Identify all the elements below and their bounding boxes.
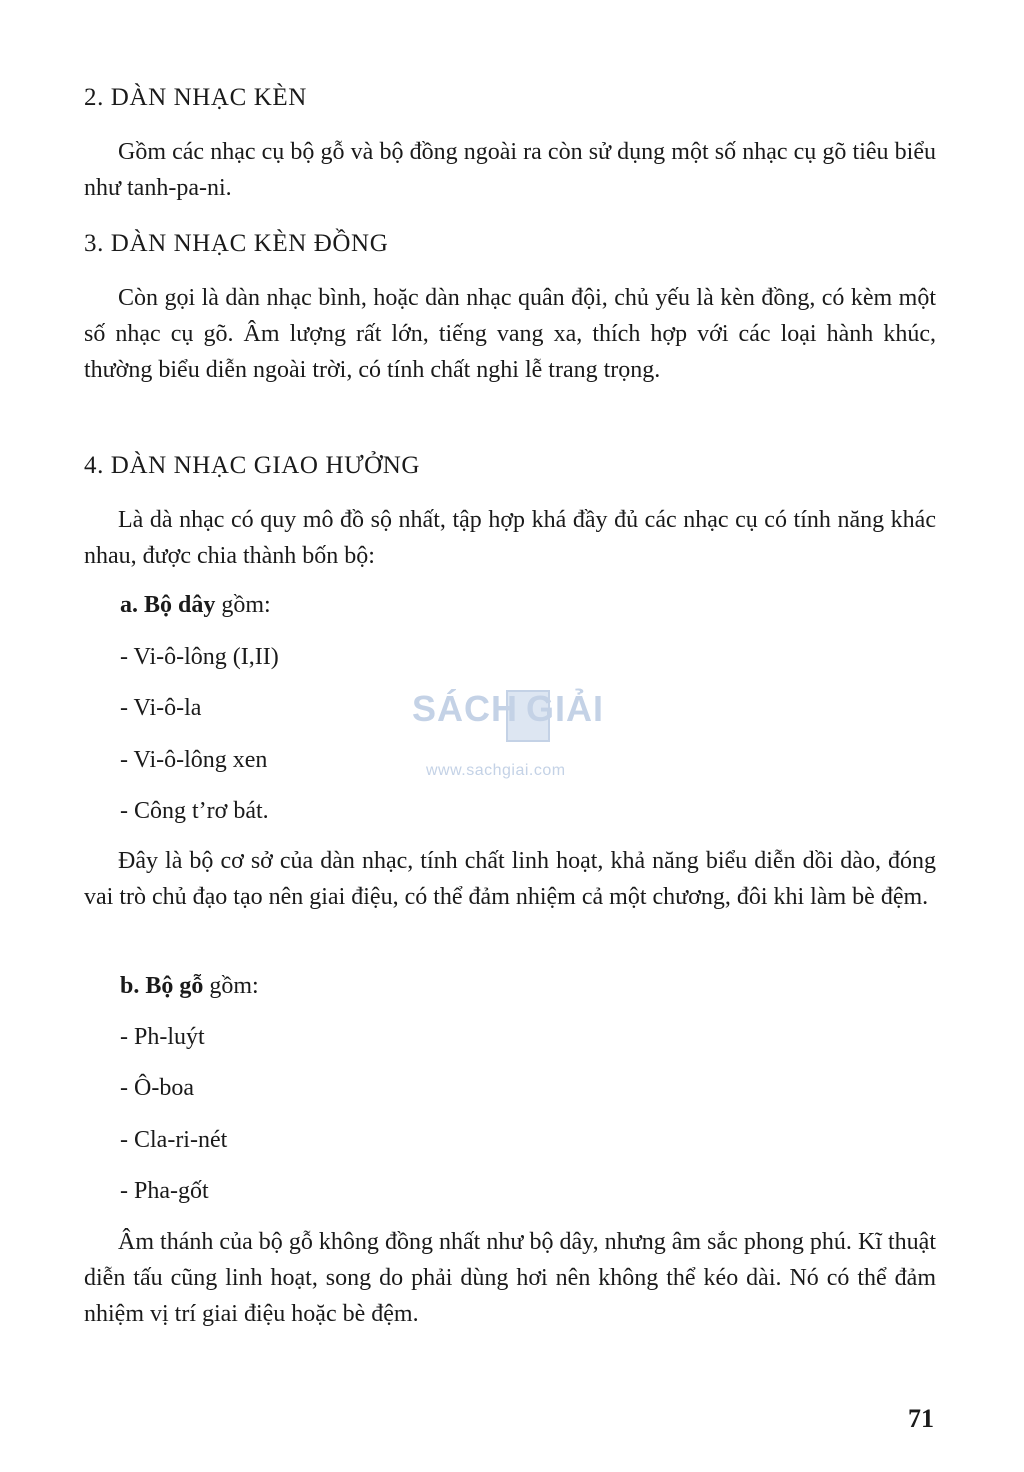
section-3-heading: 3. DÀN NHẠC KÈN ĐỒNG: [84, 230, 389, 257]
group-b-item: - Ô-boa: [120, 1075, 194, 1101]
group-b-title: [120, 973, 259, 1000]
page-number: 71: [908, 1404, 934, 1433]
section-2-heading: 2. DÀN NHẠC KÈN: [84, 84, 307, 111]
group-a-title: [120, 592, 271, 619]
group-a-description: Đây là bộ cơ sở của dàn nhạc, tính chất linh hoạt, khả năng biểu diễn dồi dào, đóng vai trò chủ đạo tạo nên giai điệu, có thể đảm nhiệm cả một chương, đôi khi làm bè đệm.: [84, 848, 936, 910]
watermark-url: www.sachgiai.com: [426, 762, 566, 779]
group-a-title-bold: a. Bộ dây: [120, 592, 216, 618]
group-a-item: - Vi-ô-lông (I,II): [120, 644, 279, 670]
section-2-paragraph: Gồm các nhạc cụ bộ gỗ và bộ đồng ngoài ra còn sử dụng một số nhạc cụ gõ tiêu biểu như tanh-pa-ni.: [84, 139, 936, 201]
group-a-title-suffix: gồm:: [215, 592, 271, 618]
group-b-title-suffix: gồm:: [203, 973, 259, 999]
section-3-paragraph: Còn gọi là dàn nhạc bình, hoặc dàn nhạc quân đội, chủ yếu là kèn đồng, có kèm một số nhạc cụ gõ. Âm lượng rất lớn, tiếng vang xa, thích hợp với các loại hành khúc, thường biểu diễn ngoài trời, có tính chất nghi lễ trang trọng.: [84, 285, 936, 383]
group-b-description: Âm thánh của bộ gỗ không đồng nhất như bộ dây, nhưng âm sắc phong phú. Kĩ thuật diễn tấu cũng linh hoạt, song do phải dùng hơi nên không thể kéo dài. Nó có thể đảm nhiệm vị trí giai điệu hoặc bè đệm.: [84, 1229, 936, 1327]
section-4-heading: 4. DÀN NHẠC GIAO HƯỞNG: [84, 452, 421, 479]
group-b-item: - Cla-ri-nét: [120, 1127, 228, 1153]
section-4-paragraph: Là dà nhạc có quy mô đồ sộ nhất, tập hợp khá đầy đủ các nhạc cụ có tính năng khác nhau, được chia thành bốn bộ:: [84, 507, 936, 569]
group-a-item: - Vi-ô-lông xen: [120, 747, 268, 773]
watermark-brand-right: GIẢI: [526, 688, 605, 729]
group-b-title-bold: b. Bộ gỗ: [120, 973, 204, 999]
group-a-item: - Vi-ô-la: [120, 695, 202, 721]
group-b-item: - Pha-gốt: [120, 1178, 209, 1204]
watermark-brand: [412, 688, 604, 730]
group-a-item: - Công t’rơ bát.: [120, 798, 269, 824]
watermark-brand-left: SÁCH: [412, 688, 519, 729]
sachgiai-watermark: [384, 688, 624, 788]
group-b-item: - Ph-luýt: [120, 1024, 205, 1050]
